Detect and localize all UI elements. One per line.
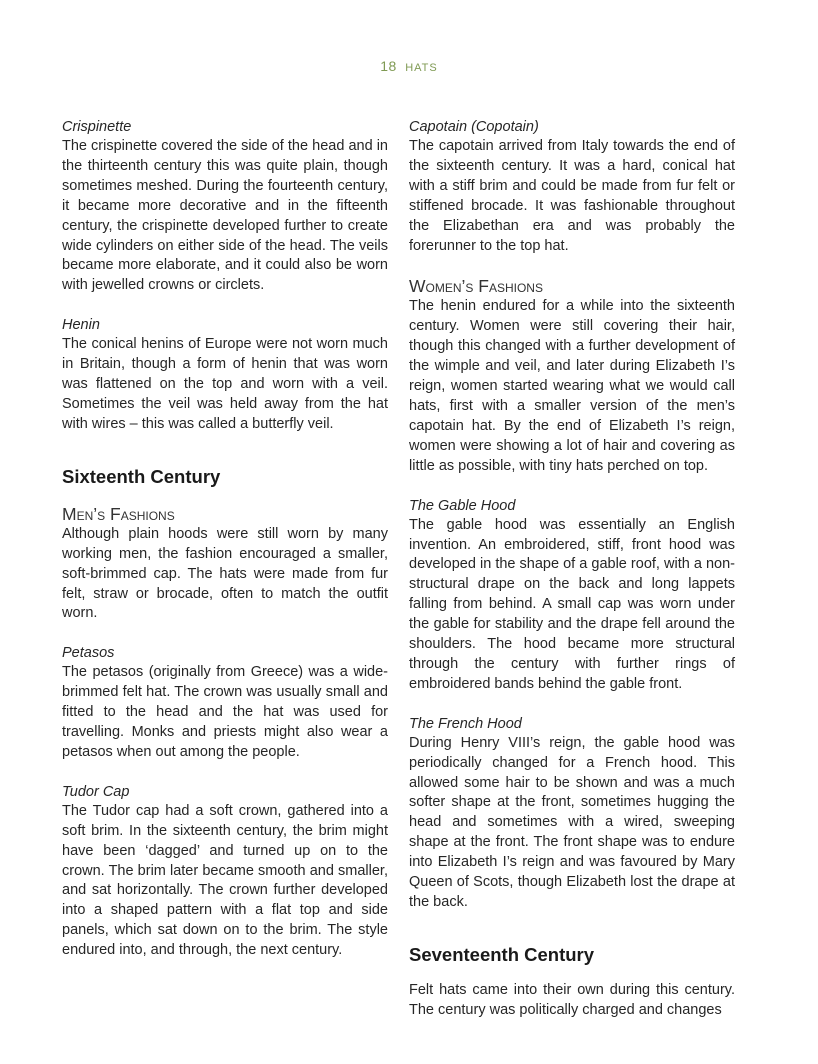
petasos-title: Petasos (62, 645, 115, 662)
henin-text: The conical henins of Europe were not worn much in Britain, though a form of henin that was worn was flattened on the top and worn with a veil. Sometimes the veil was held away from the hat with wires – this was called a butterfly veil. (62, 336, 388, 432)
crispinette-title: Crispinette (62, 119, 132, 135)
capotain-title: Capotain (Copotain) (409, 119, 539, 135)
left-column (62, 117, 388, 961)
page-number: 18 (380, 58, 397, 74)
tudor-cap-text: The Tudor cap had a soft crown, gathered into a soft brim. In the sixteenth century, the brim might have been ‘dagged’ and turned up on to the crown. The brim later became smooth and smaller, and sat horizontally. The crown further developed into a shaped pattern with a flat top and side panels, which sat down on to the brim. The style endured into, and through, the next century. (62, 802, 388, 959)
petasos-text: The petasos (originally from Greece) was a wide-brimmed felt hat. The crown was usually small and fitted to the head and the hat was used for travelling. Monks and priests might also wear a petasos when out among the people. (62, 664, 388, 760)
mens-fashions-heading: Men’s Fashions (62, 503, 175, 524)
sixteenth-century-heading: Sixteenth Century (62, 465, 221, 487)
mens-fashions-text: Although plain hoods were still worn by many working men, the fashion encouraged a smaller, soft-brimmed cap. The hats were made from fur felt, straw or brocade, often to match the outfit worn. (62, 525, 388, 622)
running-head (0, 58, 818, 74)
crispinette-text: The crispinette covered the side of the head and in the thirteenth century this was quite plain, though sometimes meshed. During the fourteenth century, it became more decorative and in the fifteenth century, the crispinette developed further to create wide cylinders on either side of the head. The veils became more elaborate, and it could also be worn with jewelled crowns or circlets. (62, 138, 388, 294)
womens-fashions-text: The henin endured for a while into the sixteenth century. Women were still covering their hair, though this changed with a further development of the wimple and veil, and later during Elizabeth I’s reign, women started wearing what we would call hats, first with a smaller version of the men’s capotain hat. By the end of Elizabeth I’s reign, women were showing a lot of hair and covering as little as possible, with tiny hats perched on top. (409, 298, 735, 474)
section-title: HATS (405, 62, 438, 74)
womens-fashions-heading: Women’s Fashions (409, 276, 543, 297)
right-column (409, 117, 735, 1021)
seventeenth-century-text: Felt hats came into their own during this century. The century was politically charged and changes (409, 981, 735, 1018)
tudor-cap-title: Tudor Cap (62, 783, 130, 800)
seventeenth-century-heading: Seventeenth Century (409, 943, 595, 965)
french-hood-text: During Henry VIII’s reign, the gable hood was periodically changed for a French hood. This allowed some hair to be shown and was a much softer shape at the front, sometimes hugging the head and sometimes with a wired, sweeping shape at the front. The front shape was to endure into Elizabeth I’s reign and was favoured by Mary Queen of Scots, though Elizabeth lost the drape at the back. (409, 734, 735, 910)
gable-hood-title: The Gable Hood (409, 497, 516, 514)
gable-hood-text: The gable hood was essentially an English invention. An embroidered, stiff, front hood was developed in the shape of a gable roof, with a non-structural drape on the back and long lappets falling from behind. A small cap was worn under the gable for stability and the drape fell around the shoulders. The hood became more structural through the century with further rings of embroidered bands behind the gable front. (409, 516, 735, 692)
capotain-text: The capotain arrived from Italy towards the end of the sixteenth century. It was a hard, conical hat with a stiff brim and could be made from fur felt or stiffened brocade. It was fashionable throughout the Elizabethan era and was probably the forerunner to the top hat. (409, 138, 735, 254)
french-hood-title: The French Hood (409, 715, 522, 732)
henin-title: Henin (62, 317, 100, 334)
